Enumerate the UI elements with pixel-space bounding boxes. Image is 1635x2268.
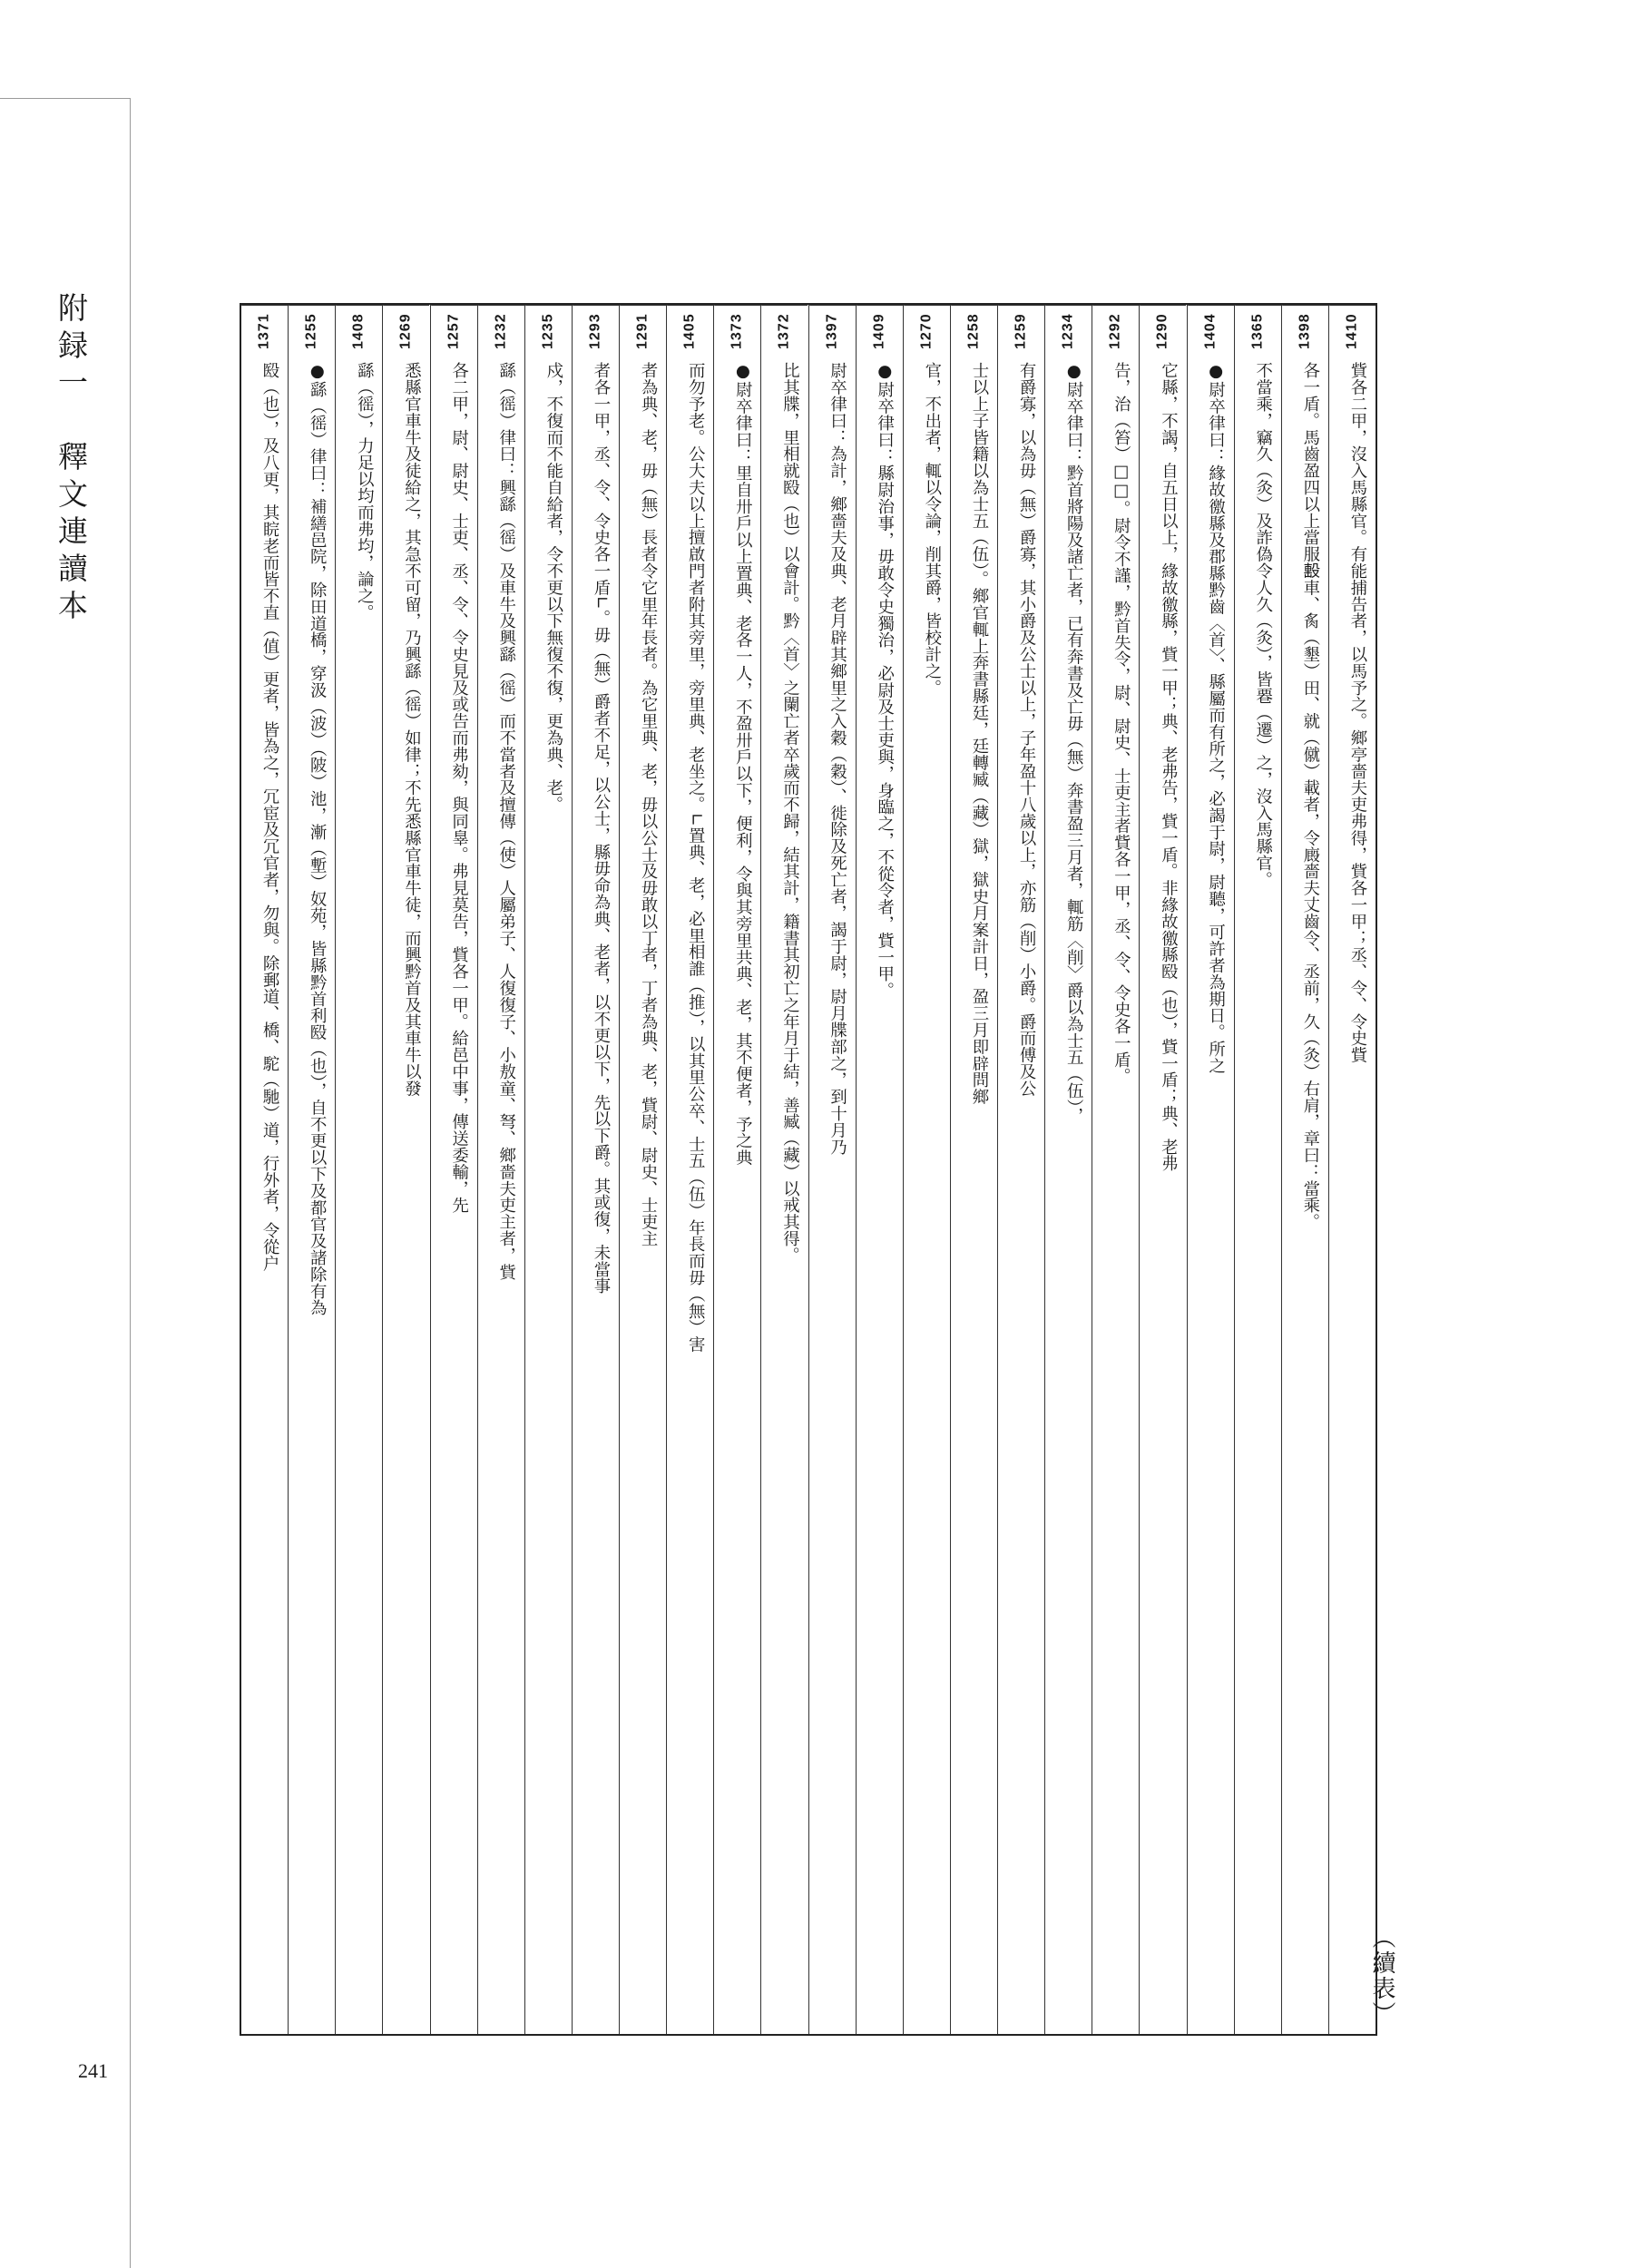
slip-text: 有爵寡，以為毋（無）爵寡，其小爵及公士以上，子年盈十八歲以上，亦筋（削）小爵。爵而傅及公 xyxy=(1017,362,1037,1097)
slip-number: 1269 xyxy=(383,305,429,357)
table-row xyxy=(1281,305,1328,2034)
slip-number: 1410 xyxy=(1329,305,1376,357)
slip-number: 1255 xyxy=(289,305,335,357)
slip-number: 1408 xyxy=(336,305,382,357)
slip-number: 1259 xyxy=(998,305,1044,357)
slip-text: 各二甲，尉、尉史、士吏、丞、令、令史見及或告而弗劾，與同辠。弗見莫告，貲各一甲。給邑中事，傳送委輸，先 xyxy=(449,362,469,1214)
table-row xyxy=(619,305,666,2034)
slip-text: ●尉卒律曰：里自卅戶以上置典、老各一人，不盈卅戶以下，便利，令與其旁里共典、老，其不便者，予之典 xyxy=(733,362,753,1166)
table-row xyxy=(1139,305,1186,2034)
slip-number: 1290 xyxy=(1140,305,1186,357)
table-row xyxy=(1234,305,1281,2034)
slip-number: 1270 xyxy=(904,305,950,357)
table-row xyxy=(808,305,856,2034)
slip-text: 繇（徭），力足以均而弗均，論之。 xyxy=(355,362,375,621)
table-row xyxy=(903,305,950,2034)
slip-number: 1365 xyxy=(1235,305,1281,357)
slip-text: 各一盾。馬齒盈四以上當服𣪠車、䏑（墾）田、就（僦）載者，令廄嗇夫丈齒令、丞前，久（灸）右肩，章曰：當乘。 xyxy=(1300,362,1320,1230)
running-head: 附録一 釋文連讀本 xyxy=(54,292,89,627)
slip-number: 1235 xyxy=(525,305,572,357)
slip-text: ●繇（徭）律曰：補繕邑院，除田道橋，穿汲（波）（陂）池，漸（塹）奴苑，皆縣黔首利殹（也），自不更以下及都官及諸除有為 xyxy=(308,362,328,1316)
table-row xyxy=(1328,305,1376,2034)
table-row xyxy=(950,305,997,2034)
slip-text: 而勿予老。公大夫以上擅啟門者附其旁里，旁里典、老坐之。∟置典、老，必里相誰（推），以其里公卒、士五（伍）年長而毋（無）害 xyxy=(686,362,706,1353)
slip-number: 1405 xyxy=(667,305,713,357)
table-row xyxy=(288,305,335,2034)
slip-number: 1372 xyxy=(761,305,808,357)
slip-text: 它縣，不謁，自五日以上，緣故徼縣，貲一甲；典、老弗告，貲一盾。非緣故徼縣殹（也），貲一盾；典、老弗 xyxy=(1159,362,1179,1172)
slip-text: 士以上子皆籍以為士五（伍）。鄉官輒上奔書縣廷，廷轉臧（藏）獄，獄史月案計日，盈三月即辟問鄉 xyxy=(970,362,989,1105)
slip-number: 1371 xyxy=(241,305,288,357)
table-row xyxy=(477,305,524,2034)
slip-text: ●尉卒律曰：黔首將陽及諸亡者，已有奔書及亡毋（無）奔書盈三月者，輒筋〈削〉爵以為士五（伍）， xyxy=(1064,362,1084,1124)
table-row xyxy=(524,305,572,2034)
table-row xyxy=(997,305,1044,2034)
slip-number: 1257 xyxy=(431,305,477,357)
slip-number: 1293 xyxy=(573,305,619,357)
slip-text: 悉縣官車牛及徒給之，其急不可留，乃興繇（徭）如律；不先悉縣官車牛徒，而興黔首及其車牛以發 xyxy=(402,362,422,1097)
slip-number: 1291 xyxy=(620,305,666,357)
table-row xyxy=(856,305,903,2034)
slip-text: 殹（也），及八更，其睆老而皆不直（值）更者，皆為之，冗宦及冗官者，勿與。除郵道、橋、駝（馳）道，行外者，令從户 xyxy=(260,362,280,1272)
slip-number: 1397 xyxy=(809,305,856,357)
slip-text: ●尉卒律曰：緣故徼縣及郡縣黔齒〈首〉、縣屬而有所之，必謁于尉，尉聽，可許者為期日。所之 xyxy=(1206,362,1226,1074)
slip-text: 尉卒律曰：為計，鄉嗇夫及典、老月辟其鄉里之入穀（穀）、徙除及死亡者，謁于尉，尉月牒部之，到十月乃 xyxy=(827,362,847,1155)
slip-text: 官，不出者，輒以令論，削其爵，皆校計之。 xyxy=(922,362,942,696)
slip-text: 戍，不復而不能自給者，令不更以下無復不復，更為典、老。 xyxy=(543,362,563,813)
table-body xyxy=(241,305,1376,2034)
table-row xyxy=(1187,305,1234,2034)
slip-text: 比其牒，里相就殹（也）以會計。黔〈首〉之闌亡者卒歲而不歸，結其計，籍書其初亡之年月于結，善臧（藏）以戒其得。 xyxy=(780,362,800,1264)
table-row xyxy=(760,305,808,2034)
table-continued-caption: （續表） xyxy=(1368,1925,1395,2027)
slip-number: 1292 xyxy=(1092,305,1139,357)
table-row xyxy=(382,305,429,2034)
slip-number: 1398 xyxy=(1282,305,1328,357)
table-row xyxy=(1092,305,1139,2034)
slip-number: 1234 xyxy=(1045,305,1092,357)
slip-text: 繇（徭）律曰：興繇（徭）及車牛及興繇（徭）而不當者及擅傳（使）人屬弟子、人復復子、小敖童、弩、鄉嗇夫吏主者，貲 xyxy=(496,362,516,1280)
slip-text: 不當乘，竊久（灸）及詐偽令人久（灸），皆䙴（遷）之，沒入馬縣官。 xyxy=(1253,362,1273,888)
table-row xyxy=(430,305,477,2034)
table-row xyxy=(713,305,760,2034)
slip-text: ●尉卒律曰：縣尉治事，毋敢令史獨治，必尉及士吏與，身臨之，不從令者，貲一甲。 xyxy=(875,362,895,999)
slip-number: 1373 xyxy=(714,305,760,357)
table-row xyxy=(572,305,619,2034)
slip-number: 1232 xyxy=(478,305,524,357)
table-row xyxy=(666,305,713,2034)
table-row xyxy=(335,305,382,2034)
slip-number: 1404 xyxy=(1188,305,1234,357)
slip-number: 1409 xyxy=(857,305,903,357)
transcription-table xyxy=(240,303,1377,2036)
slip-text: 貲各二甲，沒入馬縣官。有能捕告者，以馬予之。鄉亭嗇夫吏弗得，貲各一甲；丞、令、令史貲 xyxy=(1348,362,1367,1063)
slip-number: 1258 xyxy=(951,305,997,357)
table-row xyxy=(1044,305,1092,2034)
table-row xyxy=(241,305,288,2034)
slip-text: 者為典、老，毋（無）長者令它里年長者。為它里典、老，毋以公士及毋敢以丁者，丁者為典、老，貲尉、尉史、士吏主 xyxy=(639,362,659,1247)
slip-text: 者各一甲，丞、令、令史各一盾∟。毋（無）爵者不足，以公士，縣毋命為典、老者，以不更以下，先以下爵。其或復，未當事 xyxy=(592,362,611,1295)
page-number: 241 xyxy=(78,2059,108,2082)
slip-text: 告，治（笞）□□。尉令不謹，黔首失令，尉、尉史、士吏主者貲各一甲，丞、令、令史各一盾。 xyxy=(1111,362,1131,1085)
